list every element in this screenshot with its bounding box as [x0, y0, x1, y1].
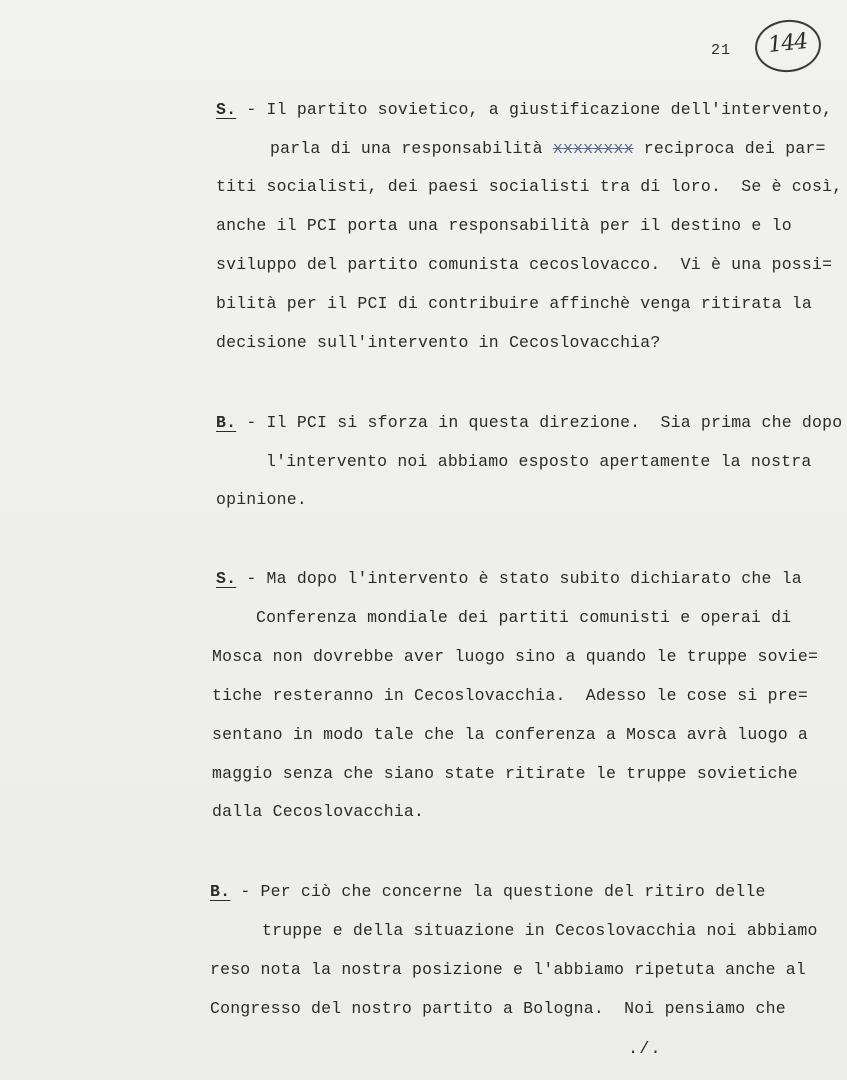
paragraph-1-line-1: S. - Il partito sovietico, a giustificazione dell'intervento, — [216, 100, 833, 119]
archive-stamp — [752, 17, 823, 76]
paragraph-3-line-4: tiche resteranno in Cecoslovacchia. Adesso le cose si pre= — [212, 686, 808, 705]
paragraph-2-line-3: opinione. — [216, 490, 307, 509]
paragraph-4-line-1: B. - Per ciò che concerne la questione del ritiro delle — [210, 882, 766, 901]
speaker-label: S. — [216, 100, 237, 119]
paragraph-1-line-7: decisione sull'intervento in Cecoslovacchia? — [216, 333, 661, 352]
speaker-label: B. — [210, 882, 231, 901]
paragraph-3-line-2: Conferenza mondiale dei partiti comunisti e operai di — [256, 608, 792, 627]
continuation-mark: ./. — [628, 1040, 662, 1059]
paragraph-1-line-3: titi socialisti, dei paesi socialisti tra di loro. Se è così, — [216, 177, 843, 196]
paragraph-3-line-7: dalla Cecoslovacchia. — [212, 802, 425, 821]
paragraph-1-line-2: parla di una responsabilità xxxxxxxx reciproca dei par= — [270, 139, 826, 158]
struck-out-word: xxxxxxxx — [552, 139, 634, 158]
paragraph-1-line-4: anche il PCI porta una responsabilità per il destino e lo — [216, 216, 792, 235]
paragraph-3-line-3: Mosca non dovrebbe aver luogo sino a quando le truppe sovie= — [212, 647, 819, 666]
paragraph-2-line-2: l'intervento noi abbiamo esposto apertamente la nostra — [266, 452, 812, 471]
speaker-label: B. — [216, 413, 237, 432]
paragraph-4-line-4: Congresso del nostro partito a Bologna. Noi pensiamo che — [210, 999, 786, 1018]
archive-stamp-number: 144 — [767, 29, 809, 58]
paragraph-3-line-6: maggio senza che siano state ritirate le truppe sovietiche — [212, 764, 798, 783]
paragraph-4-line-2: truppe e della situazione in Cecoslovacchia noi abbiamo — [262, 921, 818, 940]
page-number: 21 — [711, 42, 732, 59]
paragraph-2-line-1: B. - Il PCI si sforza in questa direzione. Sia prima che dopo — [216, 413, 843, 432]
speaker-label: S. — [216, 569, 237, 588]
paragraph-3-line-1: S. - Ma dopo l'intervento è stato subito dichiarato che la — [216, 569, 802, 588]
paragraph-4-line-3: reso nota la nostra posizione e l'abbiamo ripetuta anche al — [210, 960, 806, 979]
paragraph-1-line-5: sviluppo del partito comunista cecoslovacco. Vi è una possi= — [216, 255, 833, 274]
paragraph-1-line-6: bilità per il PCI di contribuire affinchè venga ritirata la — [216, 294, 812, 313]
paragraph-3-line-5: sentano in modo tale che la conferenza a Mosca avrà luogo a — [212, 725, 808, 744]
